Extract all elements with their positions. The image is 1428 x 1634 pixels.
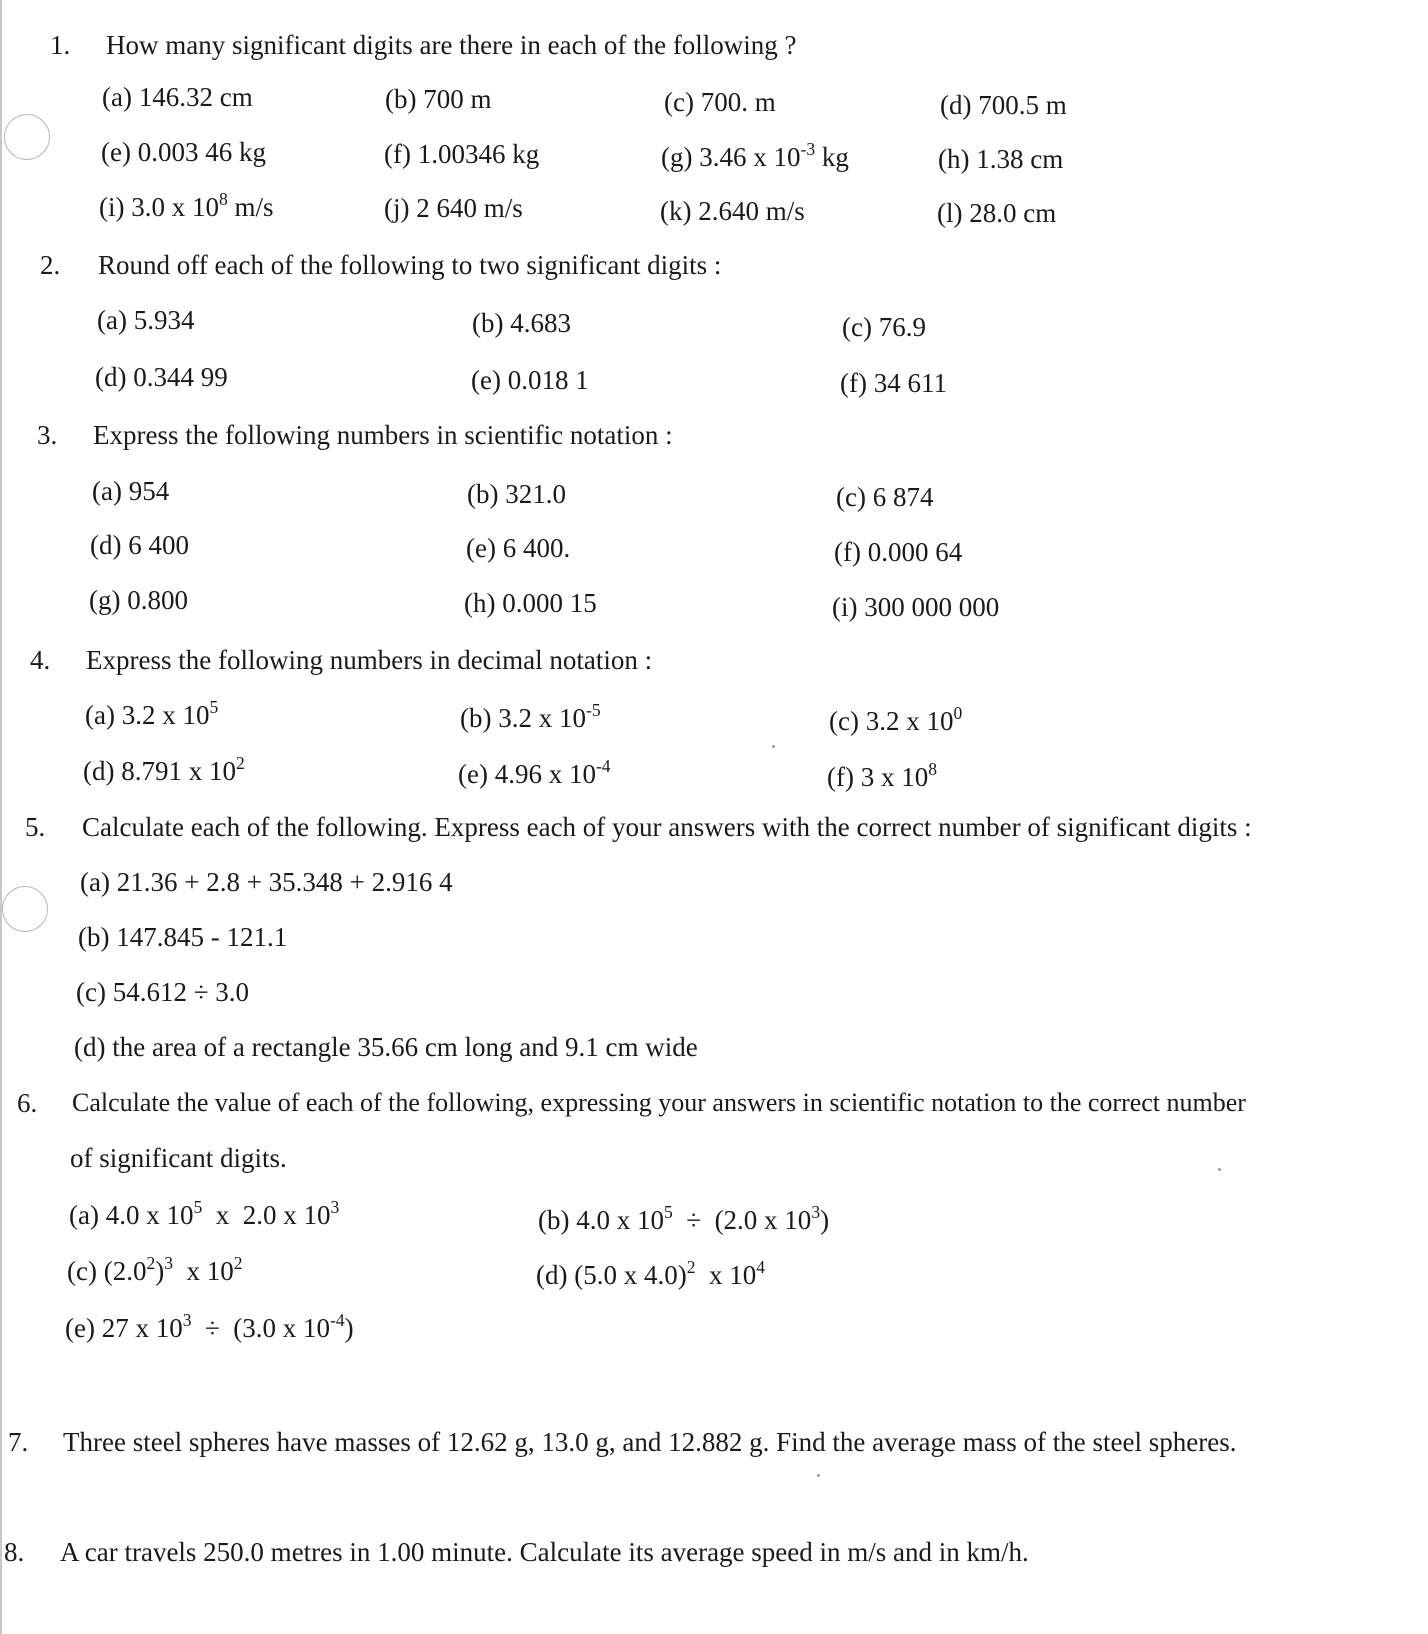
question-prompt-continued: of significant digits. [70, 1143, 287, 1173]
item: (c) 54.612 ÷ 3.0 [76, 977, 250, 1007]
item: (b) 147.845 - 121.1 [78, 922, 288, 952]
punch-hole-bottom [2, 886, 48, 932]
question-number: 1. [50, 30, 71, 60]
item: (g) 3.46 x $10^{-3}$ kg [661, 139, 849, 172]
item: (l) 28.0 cm [937, 198, 1057, 228]
item: (a) 5.934 [97, 305, 195, 335]
item: (c) 76.9 [842, 312, 926, 342]
item: (c) 700. m [664, 87, 776, 117]
speck [1218, 1168, 1221, 1171]
question-prompt: How many significant digits are there in each of the following ? [106, 30, 797, 60]
item: (h) 1.38 cm [938, 144, 1064, 174]
item: (b) 3.2 x $10^{-5}$ [460, 700, 601, 733]
item: (i) 3.0 x $10^8$ m/s [99, 189, 274, 222]
item: (b) 4.0 x $10^5 \div (2.0$ x $10^3$) [538, 1202, 830, 1235]
question-number: 5. [25, 812, 46, 842]
item: (a) 146.32 cm [102, 82, 253, 112]
item: (k) 2.640 m/s [660, 196, 805, 226]
question-number: 6. [17, 1088, 38, 1118]
item: (d) the area of a rectangle 35.66 cm long and 9.1 cm wide [74, 1032, 698, 1062]
item: (e) 0.003 46 kg [101, 137, 266, 167]
item: (b) 700 m [385, 84, 492, 114]
item: (g) 0.800 [89, 585, 188, 615]
question-prompt: Calculate the value of each of the following, expressing your answers in scientific notation to the correct number [72, 1088, 1246, 1117]
item: (b) 4.683 [472, 308, 571, 338]
item: (c) $(2.0^2)^3$ x $10^2$ [67, 1253, 243, 1286]
question-number: 7. [8, 1427, 29, 1457]
item: (d) 0.344 99 [95, 362, 228, 392]
punch-hole-top [4, 114, 50, 160]
question-number: 4. [30, 645, 51, 675]
item: (b) 321.0 [467, 479, 566, 509]
item: (j) 2 640 m/s [384, 193, 523, 223]
item: (f) 34 611 [840, 368, 947, 398]
item: (a) 4.0 x $10^5$ x 2.0 x $10^3$ [69, 1197, 340, 1230]
speck [817, 1474, 820, 1477]
question-number: 8. [4, 1537, 25, 1567]
item: (a) 3.2 x $10^5$ [85, 697, 219, 730]
item: (d) (5.0 x 4.0)$^2$ x $10^4$ [536, 1257, 765, 1290]
item: (e) 27 x $10^3 \div (3.0$ x $10^{-4}$) [65, 1310, 354, 1343]
item: (h) 0.000 15 [464, 588, 597, 618]
item: (e) 0.018 1 [471, 365, 589, 395]
question-prompt: Express the following numbers in decimal notation : [86, 645, 653, 675]
page-edge [0, 0, 2, 1634]
item: (d) 8.791 x $10^2$ [83, 753, 245, 786]
question-prompt: A car travels 250.0 metres in 1.00 minute. Calculate its average speed in m/s and in km/h. [60, 1537, 1029, 1567]
question-prompt: Calculate each of the following. Express each of your answers with the correct number of significant digits : [82, 812, 1252, 842]
item: (c) 3.2 x $10^0$ [829, 703, 963, 736]
item: (i) 300 000 000 [832, 592, 1000, 622]
item: (d) 700.5 m [940, 90, 1067, 120]
item: (f) 3 x $10^8$ [827, 759, 937, 792]
question-number: 2. [40, 250, 61, 280]
question-prompt: Three steel spheres have masses of 12.62 g, 13.0 g, and 12.882 g. Find the average mass of the steel spheres. [63, 1427, 1237, 1457]
item: (d) 6 400 [90, 530, 189, 560]
item: (e) 4.96 x $10^{-4}$ [458, 756, 611, 789]
item: (f) 0.000 64 [834, 537, 963, 567]
item: (f) 1.00346 kg [384, 139, 540, 169]
item: (e) 6 400. [466, 533, 571, 563]
question-number: 3. [37, 420, 58, 450]
item: (c) 6 874 [836, 482, 934, 512]
question-prompt: Round off each of the following to two significant digits : [98, 250, 722, 280]
question-prompt: Express the following numbers in scientific notation : [93, 420, 673, 450]
item: (a) 954 [92, 476, 170, 506]
speck [772, 745, 775, 748]
item: (a) 21.36 + 2.8 + 35.348 + 2.916 4 [80, 867, 453, 897]
